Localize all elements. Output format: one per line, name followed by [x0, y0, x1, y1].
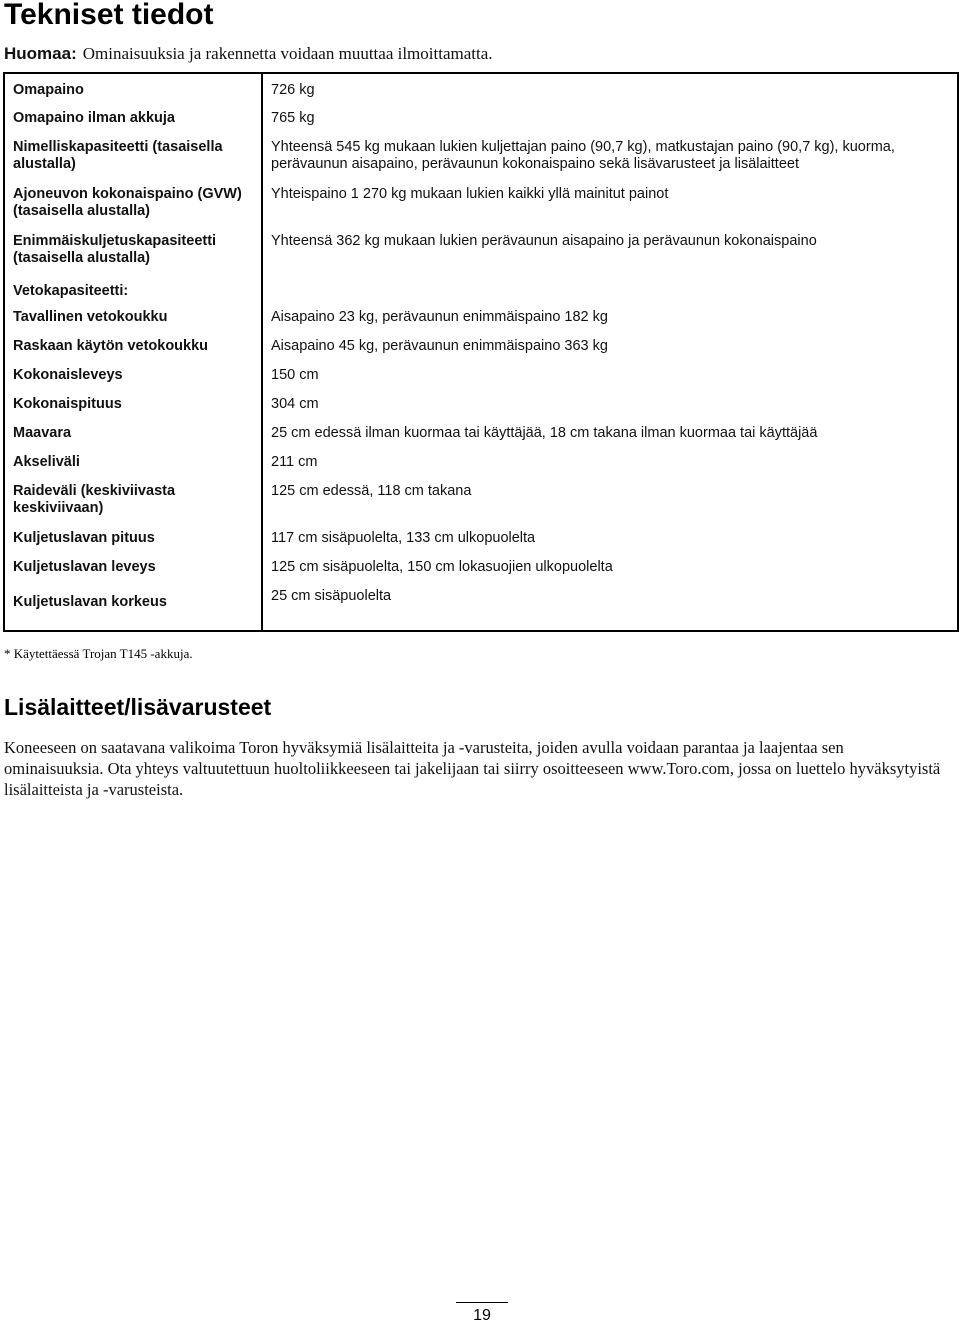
spec-label: Kokonaispituus	[4, 387, 262, 416]
spec-value: 150 cm	[271, 367, 319, 383]
spec-label: Omapaino ilman akkuja	[4, 101, 262, 130]
spec-value: Aisapaino 23 kg, perävaunun enimmäispaino 182 kg	[271, 309, 608, 325]
spec-value: Yhteensä 545 kg mukaan lukien kuljettajan paino (90,7 kg), matkustajan paino (90,7 kg), kuorma, perävaunun aisapaino, perävaunun kokonaispaino sekä lisävarusteet ja lisälaitteet	[271, 139, 895, 172]
spec-value	[262, 271, 958, 300]
spec-value: 117 cm sisäpuolelta, 133 cm ulkopuolelta	[271, 530, 536, 546]
table-row	[4, 329, 958, 358]
note	[4, 44, 493, 64]
spec-label: Akseliväli	[4, 445, 262, 474]
spec-label: Nimelliskapasiteetti (tasaisella alustalla)	[4, 130, 262, 177]
table-row	[4, 387, 958, 416]
table-row	[4, 224, 958, 271]
spec-label: Kuljetuslavan korkeus	[4, 579, 262, 631]
spec-value: 304 cm	[271, 396, 319, 412]
spec-value: 765 kg	[271, 110, 315, 126]
spec-label: Omapaino	[4, 73, 262, 101]
table-row	[4, 579, 958, 631]
table-row	[4, 416, 958, 445]
spec-label: Enimmäiskuljetuskapasiteetti (tasaisella alustalla)	[4, 224, 262, 271]
table-row	[4, 445, 958, 474]
spec-table	[3, 72, 959, 632]
spec-label: Ajoneuvon kokonaispaino (GVW) (tasaisella alustalla)	[4, 177, 262, 224]
spec-label: Tavallinen vetokoukku	[4, 300, 262, 329]
spec-value: 726 kg	[271, 82, 315, 98]
spec-label: Raskaan käytön vetokoukku	[4, 329, 262, 358]
spec-value: 25 cm sisäpuolelta	[271, 588, 392, 604]
table-row	[4, 101, 958, 130]
spec-label: Kuljetuslavan pituus	[4, 521, 262, 550]
table-row	[4, 130, 958, 177]
note-text: Ominaisuuksia ja rakennetta voidaan muuttaa ilmoittamatta.	[82, 44, 493, 63]
table-row	[4, 358, 958, 387]
spec-value: Yhteensä 362 kg mukaan lukien perävaunun aisapaino ja perävaunun kokonaispaino	[271, 233, 817, 249]
footnote: * Käytettäessä Trojan T145 -akkuja.	[4, 646, 193, 661]
spec-value: 125 cm edessä, 118 cm takana	[271, 483, 472, 499]
page-number-rule	[456, 1302, 508, 1303]
spec-label: Raideväli (keskiviivasta keskiviivaan)	[4, 474, 262, 521]
table-row	[4, 177, 958, 224]
spec-label: Kokonaisleveys	[4, 358, 262, 387]
table-row	[4, 73, 958, 101]
note-label: Huomaa:	[4, 44, 77, 63]
spec-value: 211 cm	[271, 454, 318, 470]
spec-label: Maavara	[4, 416, 262, 445]
accessories-title: Lisälaitteet/lisävarusteet	[4, 694, 272, 720]
spec-label: Kuljetuslavan leveys	[4, 550, 262, 579]
accessories-body: Koneeseen on saatavana valikoima Toron hyväksymiä lisälaitteita ja -varusteita, joiden avulla voidaan parantaa ja laajentaa sen ominaisuuksia. Ota yhteys valtuutettuun huoltoliikkeeseen tai jakelijaan tai siirry osoitteeseen www.Toro.com, jossa on luettelo hyväksytyistä lisälaitteista ja -varusteista.	[4, 738, 941, 799]
table-row	[4, 271, 958, 300]
spec-value: 25 cm edessä ilman kuormaa tai käyttäjää, 18 cm takana ilman kuormaa tai käyttäjää	[271, 425, 818, 441]
spec-value: Aisapaino 45 kg, perävaunun enimmäispaino 363 kg	[271, 338, 608, 354]
table-row	[4, 521, 958, 550]
table-row	[4, 300, 958, 329]
table-row	[4, 474, 958, 521]
spec-label: Vetokapasiteetti:	[4, 271, 262, 300]
table-row	[4, 550, 958, 579]
page-title: Tekniset tiedot	[4, 0, 214, 31]
page-number: 19	[473, 1307, 491, 1324]
spec-value: Yhteispaino 1 270 kg mukaan lukien kaikki yllä mainitut painot	[271, 186, 669, 202]
spec-value: 125 cm sisäpuolelta, 150 cm lokasuojien ulkopuolelta	[271, 559, 613, 575]
